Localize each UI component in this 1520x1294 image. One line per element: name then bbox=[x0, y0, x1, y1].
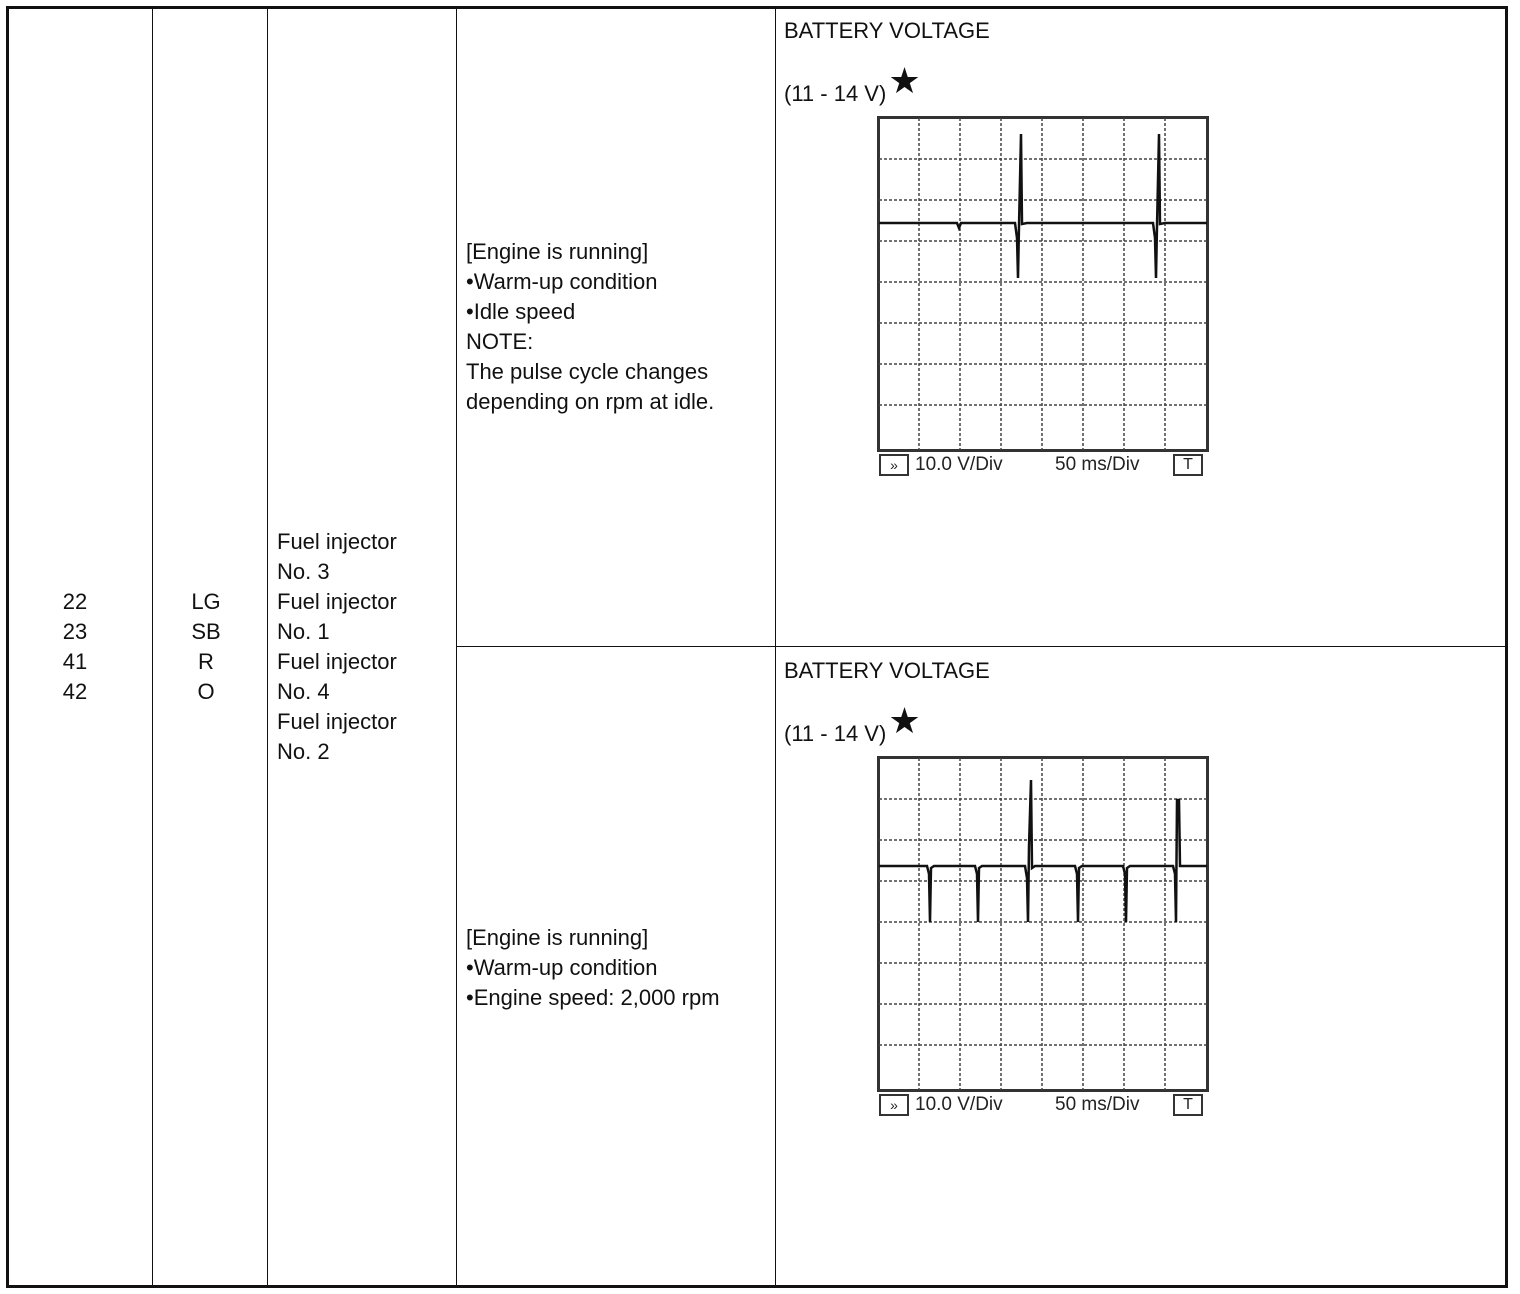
terminal-numbers bbox=[20, 587, 130, 707]
condition-line: •Warm-up condition bbox=[466, 269, 658, 294]
volts-per-div: 10.0 V/Div bbox=[915, 454, 1003, 475]
scope-trigger-button: T bbox=[1173, 1094, 1203, 1116]
item-line: Fuel injector bbox=[277, 589, 397, 614]
star-icon: ★ bbox=[888, 700, 921, 741]
terminal-number: 23 bbox=[62, 619, 88, 644]
item-line: Fuel injector bbox=[277, 649, 397, 674]
value-range-text: (11 - 14 V) bbox=[784, 721, 887, 746]
value-range bbox=[784, 60, 921, 107]
star-icon: ★ bbox=[888, 60, 921, 101]
condition-line: NOTE: bbox=[466, 329, 534, 354]
item-line: No. 3 bbox=[277, 559, 330, 584]
condition-2000rpm bbox=[466, 923, 771, 1013]
scope-trigger-button: T bbox=[1173, 454, 1203, 476]
row-divider bbox=[456, 646, 1508, 647]
oscilloscope-idle bbox=[877, 116, 1209, 478]
terminal-number: 42 bbox=[62, 679, 88, 704]
item-line: No. 1 bbox=[277, 619, 330, 644]
scope-settings bbox=[877, 452, 1209, 478]
condition-line: •Warm-up condition bbox=[466, 955, 658, 980]
condition-line: •Idle speed bbox=[466, 299, 576, 324]
wire-color: O bbox=[197, 679, 215, 704]
oscilloscope-2000rpm bbox=[877, 756, 1209, 1118]
wire-color: R bbox=[198, 649, 214, 674]
wire-color: LG bbox=[191, 589, 221, 614]
condition-line: [Engine is running] bbox=[466, 925, 649, 950]
value-range bbox=[784, 700, 921, 747]
item-list bbox=[277, 527, 452, 767]
condition-line: depending on rpm at idle. bbox=[466, 389, 715, 414]
condition-line: •Engine speed: 2,000 rpm bbox=[466, 985, 720, 1010]
column-divider bbox=[456, 6, 457, 1288]
condition-line: [Engine is running] bbox=[466, 239, 649, 264]
value-title: BATTERY VOLTAGE bbox=[784, 658, 990, 683]
time-per-div: 50 ms/Div bbox=[1055, 454, 1140, 475]
oscilloscope-grid bbox=[877, 116, 1209, 452]
scope-settings bbox=[877, 1092, 1209, 1118]
item-line: Fuel injector bbox=[277, 709, 397, 734]
column-divider bbox=[267, 6, 268, 1288]
wire-colors bbox=[153, 587, 259, 707]
condition-line: The pulse cycle changes bbox=[466, 359, 709, 384]
time-per-div: 50 ms/Div bbox=[1055, 1094, 1140, 1115]
oscilloscope-grid bbox=[877, 756, 1209, 1092]
terminal-number: 22 bbox=[62, 589, 88, 614]
volts-per-div: 10.0 V/Div bbox=[915, 1094, 1003, 1115]
item-line: No. 2 bbox=[277, 739, 330, 764]
scope-left-button: » bbox=[879, 1094, 909, 1116]
wire-color: SB bbox=[191, 619, 221, 644]
value-title: BATTERY VOLTAGE bbox=[784, 18, 990, 43]
condition-idle bbox=[466, 237, 771, 417]
scope-left-button: » bbox=[879, 454, 909, 476]
item-line: Fuel injector bbox=[277, 529, 397, 554]
value-range-text: (11 - 14 V) bbox=[784, 81, 887, 106]
column-divider bbox=[775, 6, 776, 1288]
terminal-number: 41 bbox=[62, 649, 88, 674]
item-line: No. 4 bbox=[277, 679, 330, 704]
